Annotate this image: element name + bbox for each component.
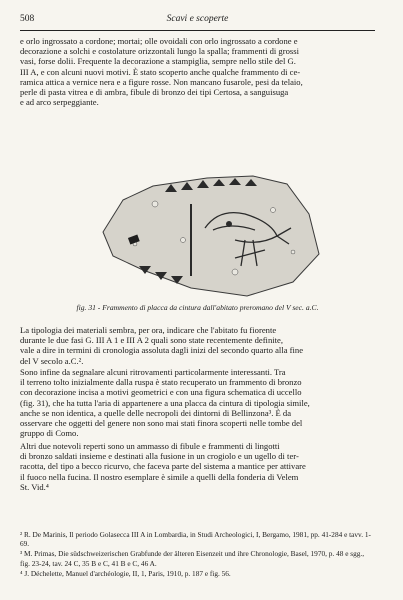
text-line: di bronzo saldati insieme e destinati alla fusione in un crogiolo e un ugello di ter- [20,451,299,462]
text-line: La tipologia dei materiali sembra, per ora, indicare che l'abitato fu fiorente [20,325,277,335]
text-line: gruppo di Como. [20,428,79,439]
text-line: Sono infine da segnalare alcuni ritrovamenti particolarmente interessanti. Tra [20,367,286,377]
text-line: decorazione a solchi e costolature orizzontali lungo la spalla; frammenti di grossi [20,46,299,57]
page-number: 508 [20,14,35,24]
text-line: perle di pasta vitrea e di ambra, fibule di bronzo dei tipi Certosa, a sanguisuga [20,87,289,98]
text-line: (fig. 31), che ha tutta l'aria di appartenere a una placca da cintura di tipologia simile, [20,397,310,408]
text-line: vasi, forse dolii. Frequente la decorazione a stampiglia, sempre nello stile del G. [20,56,296,67]
text-line: ramica attica a vernice nera e a figure rosse. Non mancano fusarole, pesi da telaio, [20,76,303,87]
text-line: il fuoco nella fucina. Il nostro esemplare è simile a quelli della fonderia di Velem [20,471,299,482]
header-rule [20,30,375,31]
figure-caption: fig. 31 - Frammento di placca da cintura dall'abitato preromano del V sec. a.C. [76,303,319,312]
text-line: anche se non identica, a quelle delle necropoli dei dintorni di Bellinzona³. È da [20,407,292,418]
text-line: III A, e con alcuni nuovi motivi. È stato scoperto anche qualche frammento di ce- [20,66,301,77]
text-line: e orlo ingrossato a cordone; mortai; olle ovoidali con orlo ingrossato a cordone e [20,36,298,46]
text-line: del V secolo a.C.². [20,355,84,366]
text-line: con decorazione incisa a motivi geometrici e con una figura schematica di uccello [20,387,302,398]
text-line: St. Vid.⁴ [20,481,49,492]
paragraph-4 [20,441,375,492]
text-line: durante le due fasi G. III A 1 e III A 2 quali sono state recentemente definite, [20,335,283,346]
running-title: Scavi e scoperte [166,14,229,24]
paragraph-2 [20,325,375,366]
text-line: osservare che oggetti del genere non sono mai stati finora scoperti nelle tombe del [20,418,303,429]
footnotes [20,530,375,579]
footnote: ² R. De Marinis, Il periodo Golasecca III A in Lombardia, in Studi Archeologici, I, Bergamo, 1981, pp. 41-284 e tavv. 1-69. [20,530,371,549]
paragraph-1 [20,36,375,107]
text-line: racotta, del tipo a becco ricurvo, che faceva parte del sistema a mantice per attivare [20,461,306,472]
text-line: vale a dire in termini di cronologia assoluta dagli inizi del secondo quarto alla fine [20,345,304,356]
paragraph-3 [20,367,375,438]
text-line: Altri due notevoli reperti sono un ammasso di fibule e frammenti di lingotti [20,441,280,451]
text-line: il terreno tolto inizialmente dalla ruspa è stato recuperato un frammento di bronzo [20,377,302,388]
text-line: e ad arco serpeggiante. [20,97,99,108]
page-header [20,14,375,28]
bronze-fragment-drawing [95,170,320,300]
footnote: ⁴ J. Déchelette, Manuel d'archéologie, II, 1, Paris, 1910, p. 187 e fig. 56. [20,568,231,578]
footnote: ³ M. Primas, Die südschweizerischen Grabfunde der älteren Eisenzeit und ihre Chronologie, Basel, 1970, p. 48 e sgg., fig. 23-24, tav. 24 C, 35 B e C, 41 B e C, 46 A. [20,549,365,568]
